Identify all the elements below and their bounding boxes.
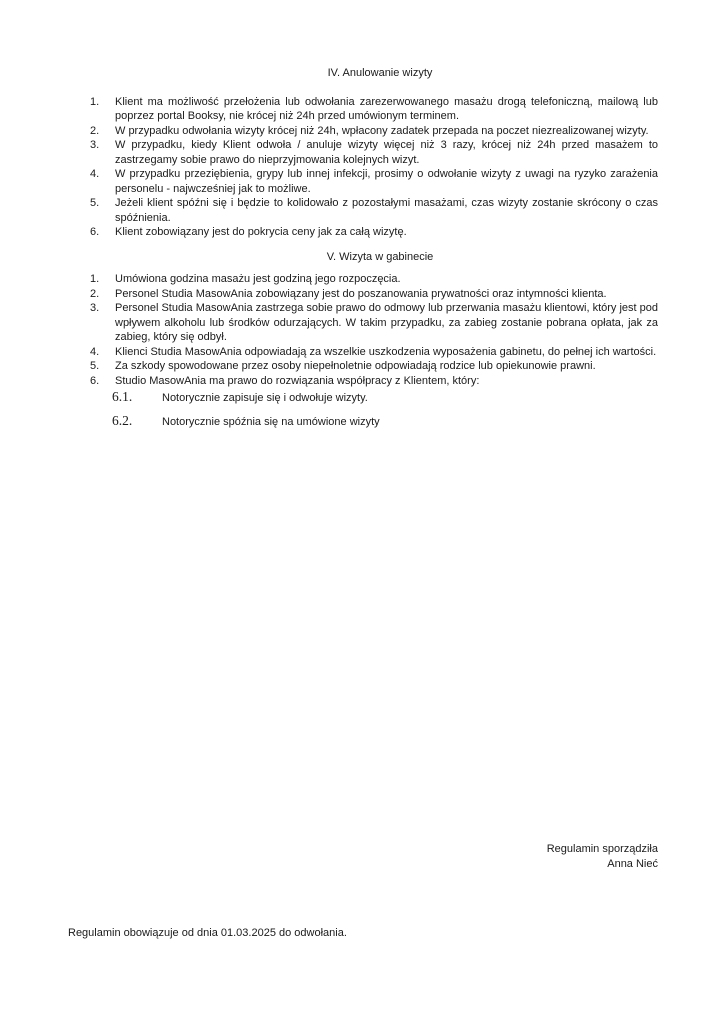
list-item <box>90 124 658 139</box>
list-item-number: 4. <box>90 168 100 180</box>
list-item <box>90 196 658 225</box>
sub-list-item-text: Notorycznie spóźnia się na umówione wizyty <box>162 415 380 428</box>
list-item <box>90 374 658 389</box>
validity-note: Regulamin obowiązuje od dnia 01.03.2025 do odwołania. <box>68 927 347 939</box>
list-item-text: Personel Studia MasowAnia zobowiązany jest do poszanowania prywatności oraz intymności klienta. <box>115 287 607 300</box>
list-item <box>90 287 658 302</box>
list-item-number: 6. <box>90 374 100 387</box>
list-item-text: Klient ma możliwość przełożenia lub odwołania zarezerwowanego masażu drogą telefoniczną, mailową lub poprzez portal Booksy, nie krócej niż 24h przed umówionym terminem. <box>115 95 658 122</box>
list-item <box>90 167 658 196</box>
list-item-text: W przypadku, kiedy Klient odwoła / anuluje wizyty więcej niż 3 razy, krócej niż 24h przed masażem to zastrzegamy sobie prawo do nieprzyjmowania kolejnych wizyt. <box>115 139 658 166</box>
list-item-text: Studio MasowAnia ma prawo do rozwiązania współpracy z Klientem, który: <box>115 374 480 387</box>
list-item-number: 1. <box>90 95 100 108</box>
list-item-number: 2. <box>90 124 100 137</box>
signature-title: Regulamin sporządziła <box>546 843 658 855</box>
signature-block <box>547 842 658 871</box>
list-item-text: W przypadku odwołania wizyty krócej niż 24h, wpłacony zadatek przepada na poczet niezrealizowanej wizyty. <box>115 124 649 137</box>
list-item-number: 6. <box>90 226 100 238</box>
list-item-number: 4. <box>90 345 100 358</box>
sub-list <box>112 390 658 429</box>
list-item-text: Jeżeli klient spóźni się i będzie to kolidowało z pozostałymi masażami, czas wizyty zostanie skrócony o czas spóźnienia. <box>115 197 658 224</box>
list-item <box>90 301 658 345</box>
list-item <box>90 225 658 240</box>
sub-list-item-number: 6.2. <box>112 412 133 428</box>
section-heading-wizyta-w-gabinecie: V. Wizyta w gabinecie <box>326 250 434 263</box>
list-item <box>90 272 658 287</box>
list-item <box>90 95 658 124</box>
list-item-text: Klient zobowiązany jest do pokrycia ceny jak za całą wizytę. <box>115 226 407 238</box>
list-item-number: 3. <box>90 302 100 314</box>
list-item-number: 2. <box>90 287 100 300</box>
list-item-text: Umówiona godzina masażu jest godziną jego rozpoczęcia. <box>115 273 401 285</box>
numbered-list-wizyta <box>90 272 658 388</box>
sub-list-item-text: Notorycznie zapisuje się i odwołuje wizyty. <box>162 392 368 404</box>
list-item-text: Personel Studia MasowAnia zastrzega sobie prawo do odmowy lub przerwania masażu klientowi, który jest pod wpływem alkoholu lub środków odurzających. W takim przypadku, za zabieg zostanie pobrana opłata, jak za zabieg, który się odbył. <box>115 302 658 343</box>
section-heading-anulowanie-wizyty: IV. Anulowanie wizyty <box>327 67 433 79</box>
sub-list-item <box>112 390 658 406</box>
list-item-text: Za szkody spowodowane przez osoby niepełnoletnie odpowiadają rodzice lub opiekunowie prawni. <box>115 360 596 372</box>
list-item <box>90 138 658 167</box>
list-item-text: W przypadku przeziębienia, grypy lub innej infekcji, prosimy o odwołanie wizyty z uwagi na ryzyko zarażenia personelu - najwcześniej jak to możliwe. <box>115 168 658 195</box>
sub-list-item <box>112 414 658 430</box>
list-item <box>90 359 658 374</box>
list-item-number: 1. <box>90 273 100 285</box>
list-item-number: 5. <box>90 197 100 209</box>
sub-list-item-number: 6.1. <box>112 389 133 404</box>
list-item-number: 5. <box>90 360 100 372</box>
signature-name: Anna Nieć <box>607 857 658 870</box>
list-item-number: 3. <box>90 139 100 151</box>
document-content <box>68 0 658 429</box>
list-item <box>90 345 658 360</box>
list-item-text: Klienci Studia MasowAnia odpowiadają za wszelkie uszkodzenia wyposażenia gabinetu, do pełnej ich wartości. <box>115 345 657 358</box>
numbered-list-anulowanie <box>90 95 658 240</box>
